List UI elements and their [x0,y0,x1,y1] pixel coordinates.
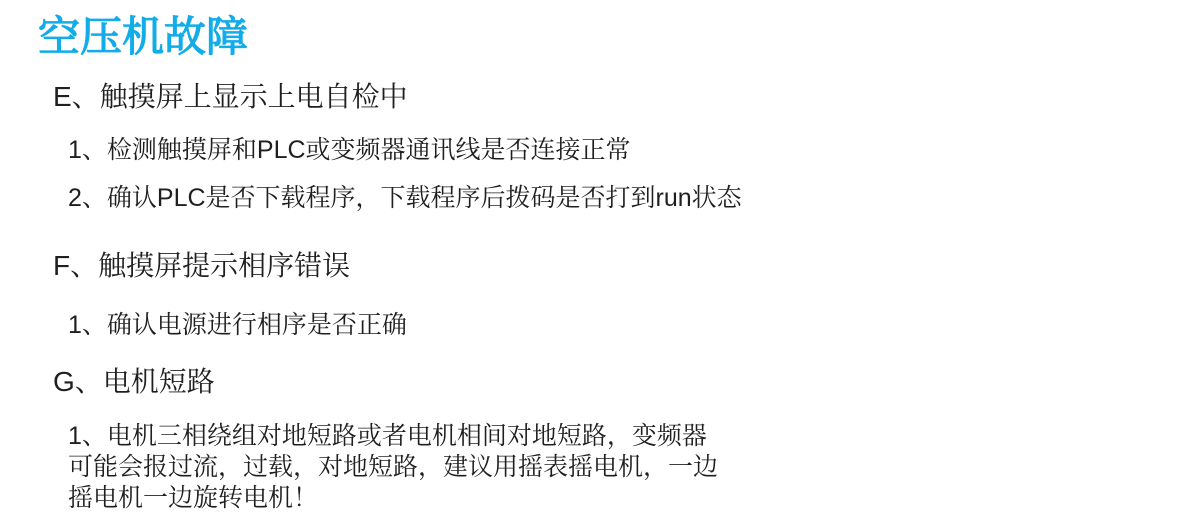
page-title: 空压机故障 [38,13,249,60]
section-e [0,80,1200,214]
document-page [0,12,1200,531]
list-item: 1、检测触摸屏和PLC或变频器通讯线是否连接正常 [68,135,631,164]
list-item: 2、确认PLC是否下载程序，下载程序后拨码是否打到run状态 [68,183,742,212]
section-g [0,365,1200,515]
section-e-heading: E、触摸屏上显示上电自检中 [53,81,408,113]
section-f-heading: F、触摸屏提示相序错误 [53,249,351,281]
list-item: 1、确认电源进行相序是否正确 [68,310,407,339]
section-g-heading: G、电机短路 [53,365,215,397]
list-item: 1、电机三相绕组对地短路或者电机相间对地短路，变频器可能会报过流，过载，对地短路，建议用摇表摇电机，一边摇电机一边旋转电机！ [68,422,719,513]
section-f [0,249,1200,341]
